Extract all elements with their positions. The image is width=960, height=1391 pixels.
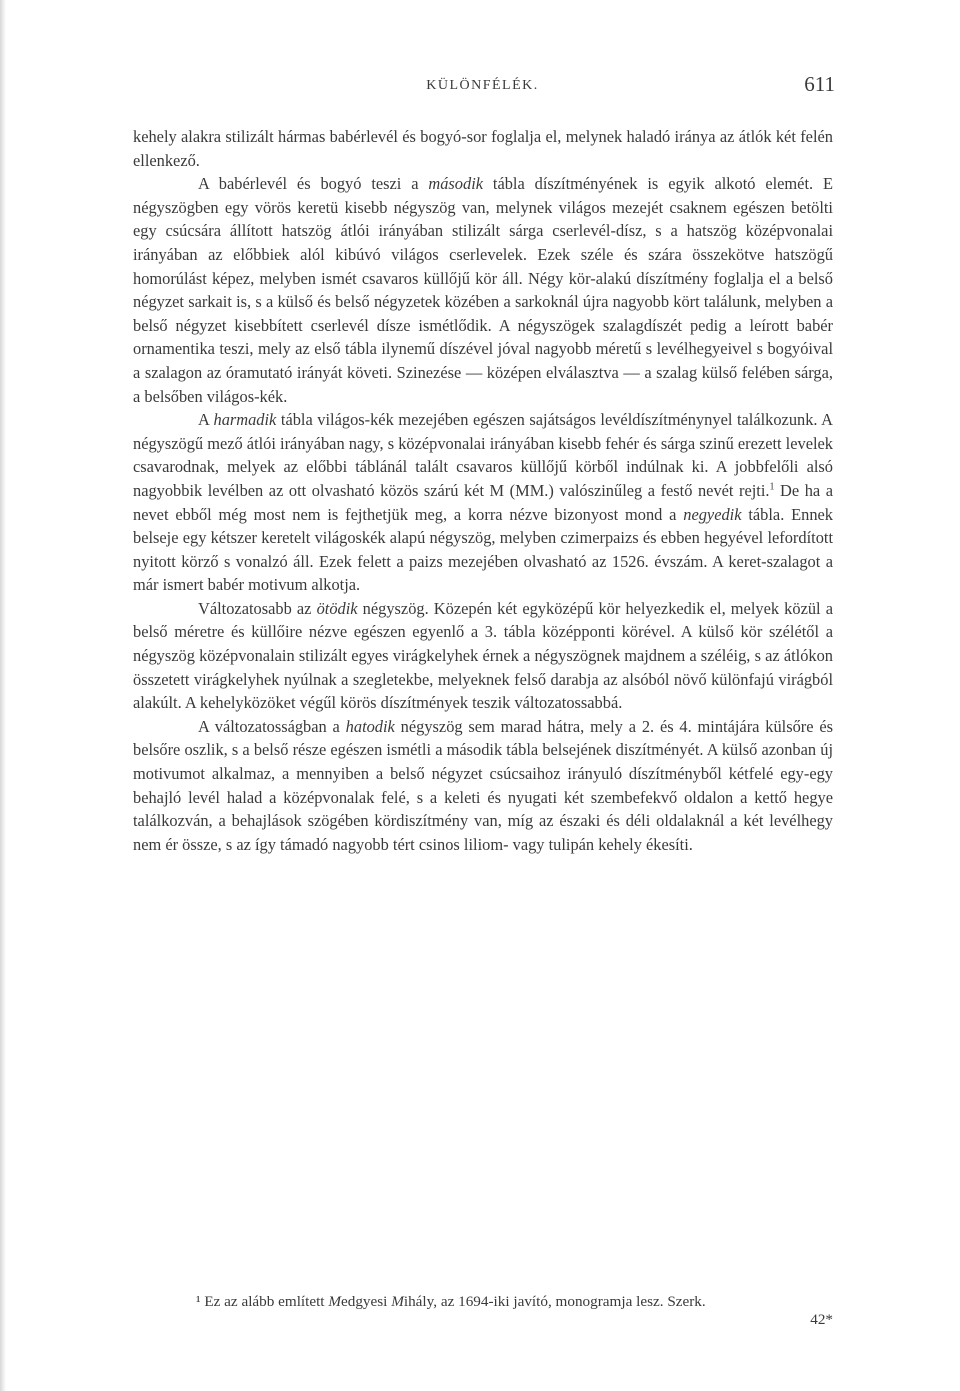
paragraph-2 <box>133 172 833 408</box>
text-run: A <box>198 410 214 430</box>
emphasis: negyedik <box>683 504 742 524</box>
footnote-reference: 1 <box>769 481 775 493</box>
paragraph-4 <box>133 597 833 715</box>
text-run: De ha a nevet ebből még most nem is fejthetjük meg, a korra nézve bizonyost mond a <box>133 480 833 524</box>
emphasis: harmadik <box>213 410 277 430</box>
footnote <box>133 1292 833 1312</box>
text-run: A babérlevél és bogyó teszi a <box>198 174 429 194</box>
page-number: 611 <box>804 72 835 96</box>
body-text <box>133 125 833 856</box>
paragraph-5 <box>133 715 833 857</box>
paragraph-1: kehely alakra stilizált hármas babérlevél és bogyó-sor foglalja el, melynek haladó iránya az átlók két felén ellenkező. <box>133 127 833 170</box>
text-run: tábla világos-kék mezejében egészen sajátságos levéldíszítménynyel találkozunk. A négyszögű mező átlói irányában nagy, s középvonalai irányában kisebb fehér és sárga szinű erezett levelek csavarodnak, melyek az előbbi táblánál talált csavaros küllőjű körből indúlnak ki. A jobbfelőli alsó nagyobbik levélben az ott olvasható közös szárú két M (MM.) valószinűleg a festő nevét rejti. <box>133 410 833 500</box>
text-run: tábla. Ennek belseje egy kétszer keretelt világoskék alapú négyszög, melyben czimerpaizs és ebben hegyével lefordított nyitott körző s vonalzó áll. Ezek felett a paizs mezejében olvasható az 1526. évszám. A keret-szalagot a már ismert babér motivum alkotja. <box>133 504 833 595</box>
page-header <box>130 72 835 102</box>
emphasis: M <box>328 1293 341 1310</box>
running-head: KÜLÖNFÉLÉK. <box>426 78 539 93</box>
scan-edge-shadow <box>0 0 6 1391</box>
text-run: ihály, az 1694-iki javító, monogramja lesz. Szerk. <box>403 1293 706 1310</box>
text-run: Ez az alább említett <box>200 1293 329 1310</box>
text-run: Változatosabb az <box>198 598 317 618</box>
text-run: négyszög sem marad hátra, mely a 2. és 4. mintájára külsőre és belsőre oszlik, s a belső része egészen ismétli a második tábla belsejének diszítményét. A külső azonban új motivumot alkalmaz, a mennyiben a belső négyzet csúcsaihoz irányuló díszítményből kétfelé egy-egy behajló levél halad a középvonalak felé, s a keleti és nyugati két szembefekvő oldalon a kettő hegye találkozván, a behajlások szögében kördiszítmény van, míg az északi és déli oldalaknál a két levélhegy nem ér össze, s az így támadó nagyobb tért csinos liliom- vagy tulipán kehely ékesíti. <box>133 716 834 854</box>
text-run: A változatosságban a <box>198 716 346 736</box>
emphasis: második <box>428 174 484 194</box>
text-run: tábla díszítményének is egyik alkotó elemét. E négyszögben egy vörös keretü kisebb négyszög van, melynek világos mezejét csaknem egészen betölti egy csúcsára állított hatszög átlói irányában stilizált sárga cserlevél-dísz, s a hatszög középvonalai irányában az előbbiek alól kibúvó világos cserlevelek. Ezek széle és szára összekötve hatszögű homorúlást képez, melyben ismét csavaros küllőjű kör áll. Négy kör-alakú díszítmény foglalja el a belső négyzet sarkait is, s a külső és belső négyzetek közében a sarkoknál újra nagyobb kört találunk, melyben a belső négyzet kisebbített cserlevél dísze ismétlődik. A négyszögek szalagdíszét pedig a leírott babér ornamentika teszi, mely az első tábla ilynemű díszével jóval nagyobb méretű s levélhegyeivel s bogyóival a szalagon az óramutató irányát követi. Szinezése — középen elválasztva — a szalag külső felében sárga, a belsőben világos-kék. <box>133 174 833 406</box>
text-run: edgyesi <box>341 1293 392 1310</box>
emphasis: M <box>391 1293 404 1310</box>
emphasis: hatodik <box>345 716 395 736</box>
text-run: négyszög. Közepén két egyközépű kör helyezkedik el, melyek közül a belső méretre és küllőire nézve egészen egyenlő a 3. tábla középponti körével. A külső kör szélétől a négyszög középvonalain stilizált egyes virágkelyhek érnek a négyszögnek majdnem a széléig, s az átlókon összetett virágkelyhek nyúlnak a szegletekbe, melyeknek felső darabja az alsóból növő különfajú virágból alakúlt. A kehelyközöket végűl körös díszítmények teszik változatossabbá. <box>133 598 833 713</box>
emphasis: ötödik <box>316 598 358 618</box>
footnote-mark: ¹ <box>196 1293 201 1310</box>
paragraph-3 <box>133 408 833 597</box>
signature-mark: 42* <box>810 1311 833 1328</box>
